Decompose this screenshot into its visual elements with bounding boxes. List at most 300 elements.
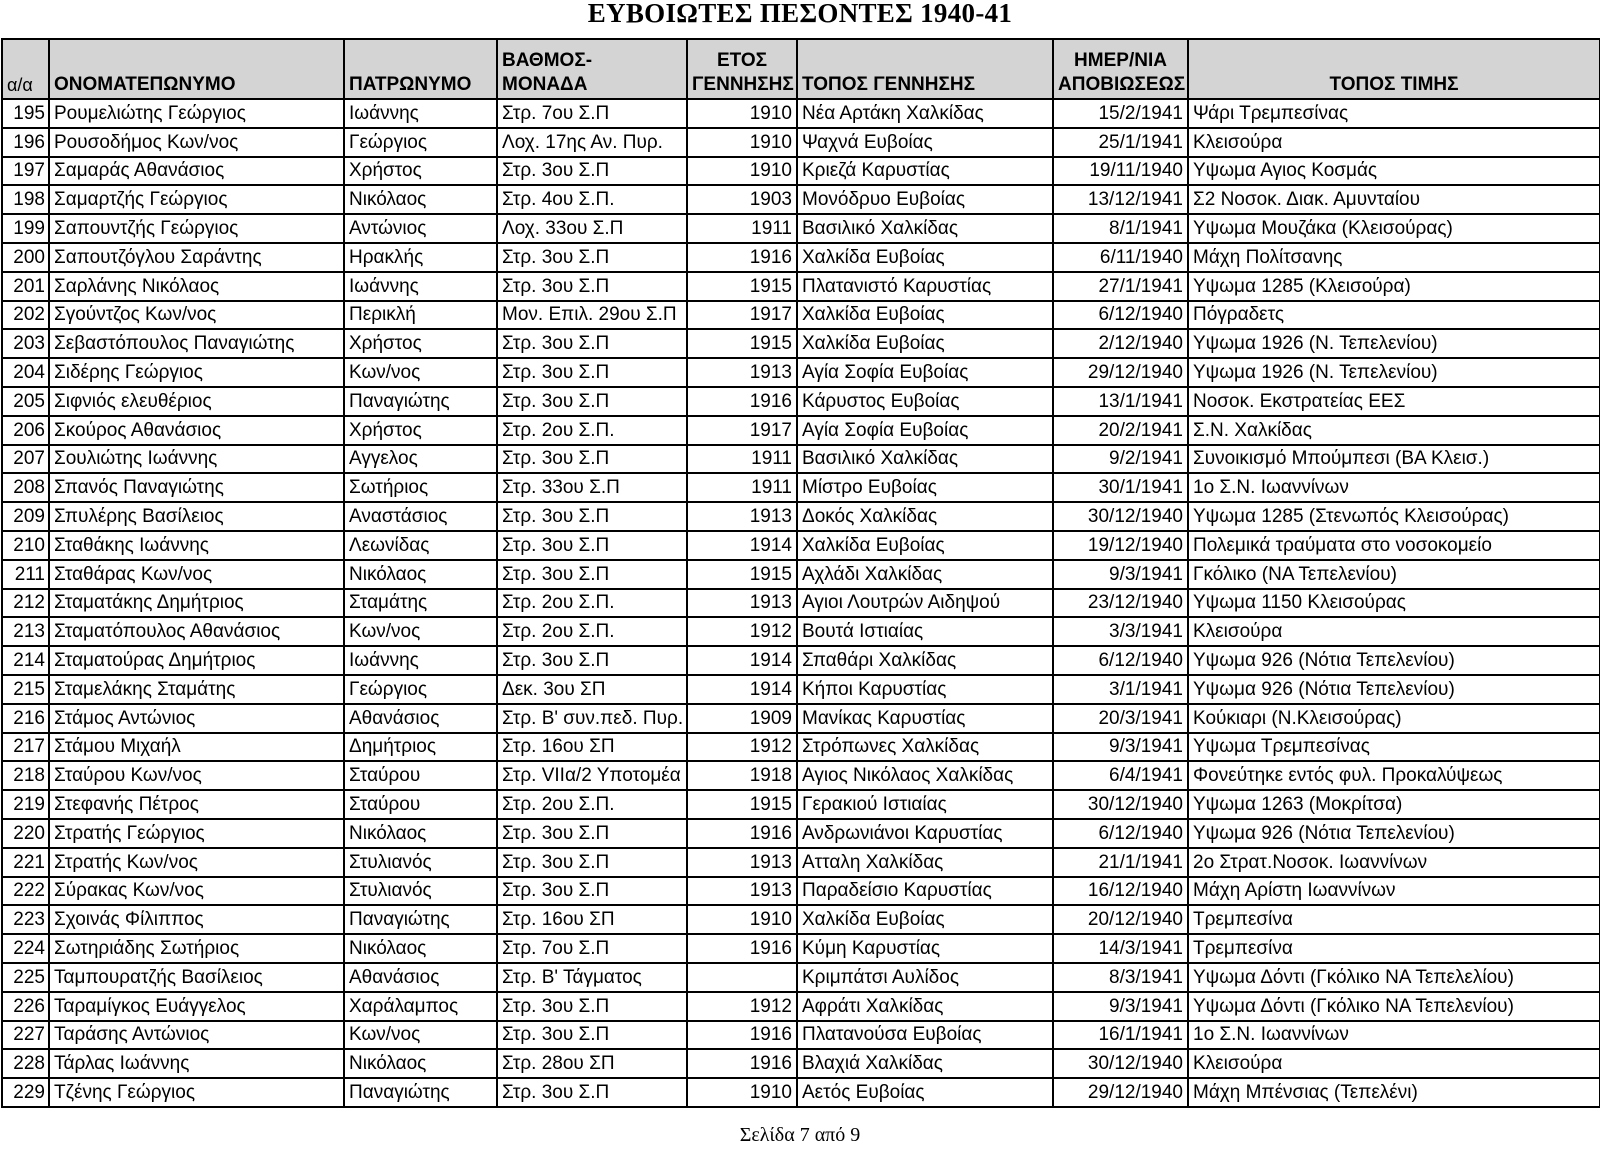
cell-name: Ταραμίγκος Ευάγγελος xyxy=(49,992,344,1021)
cell-birthplace: Μίστρο Ευβοίας xyxy=(797,473,1053,502)
table-row xyxy=(2,272,1600,301)
cell-birthplace: Μανίκας Καρυστίας xyxy=(797,704,1053,733)
cell-date: 13/12/1941 xyxy=(1053,185,1188,214)
cell-name: Σαπουντζής Γεώργιος xyxy=(49,214,344,243)
cell-date: 23/12/1940 xyxy=(1053,589,1188,618)
cell-year: 1916 xyxy=(687,1021,797,1050)
table-row xyxy=(2,675,1600,704)
cell-name: Σουλιώτης Ιωάννης xyxy=(49,445,344,474)
cell-death-place: Υψωμα Δόντι (Γκόλικο ΝΑ Τεπελελίου) xyxy=(1188,963,1600,992)
cell-father: Παναγιώτης xyxy=(344,1078,497,1107)
cell-name: Στάμος Αντώνιος xyxy=(49,704,344,733)
table-row xyxy=(2,848,1600,877)
cell-birthplace: Κριεζά Καρυστίας xyxy=(797,157,1053,186)
casualty-table xyxy=(1,38,1600,1108)
cell-death-place: Υψωμα Αγιος Κοσμάς xyxy=(1188,157,1600,186)
cell-name: Σταματούρας Δημήτριος xyxy=(49,646,344,675)
cell-date: 9/3/1941 xyxy=(1053,733,1188,762)
cell-father: Γεώργιος xyxy=(344,675,497,704)
cell-year: 1913 xyxy=(687,848,797,877)
cell-birthplace: Ατταλη Χαλκίδας xyxy=(797,848,1053,877)
cell-year: 1913 xyxy=(687,358,797,387)
table-row xyxy=(2,963,1600,992)
cell-birthplace: Γερακιού Ιστιαίας xyxy=(797,790,1053,819)
table-row xyxy=(2,646,1600,675)
cell-father: Αναστάσιος xyxy=(344,502,497,531)
cell-num: 221 xyxy=(2,848,49,877)
cell-death-place: Συνοικισμό Μπούμπεσι (ΒΑ Κλεισ.) xyxy=(1188,445,1600,474)
cell-death-place: Σ2 Νοσοκ. Διακ. Αμυνταίου xyxy=(1188,185,1600,214)
table-row xyxy=(2,329,1600,358)
cell-date: 30/12/1940 xyxy=(1053,502,1188,531)
cell-father: Σωτήριος xyxy=(344,473,497,502)
table-row xyxy=(2,531,1600,560)
cell-rank: Στρ. 3ου Σ.Π xyxy=(497,848,687,877)
cell-name: Στρατής Κων/νος xyxy=(49,848,344,877)
column-header-year xyxy=(687,39,797,99)
cell-year: 1918 xyxy=(687,761,797,790)
cell-father: Νικόλαος xyxy=(344,185,497,214)
cell-father: Δημήτριος xyxy=(344,733,497,762)
cell-birthplace: Κριμπάτσι Αυλίδος xyxy=(797,963,1053,992)
cell-death-place: Γκόλικο (ΝΑ Τεπελενίου) xyxy=(1188,560,1600,589)
cell-year: 1911 xyxy=(687,473,797,502)
table-row xyxy=(2,589,1600,618)
cell-num: 201 xyxy=(2,272,49,301)
cell-birthplace: Χαλκίδα Ευβοίας xyxy=(797,301,1053,330)
cell-num: 213 xyxy=(2,617,49,646)
cell-num: 223 xyxy=(2,905,49,934)
cell-death-place: Μάχη Μπένσιας (Τεπελένι) xyxy=(1188,1078,1600,1107)
cell-death-place: Κλεισούρα xyxy=(1188,1049,1600,1078)
cell-rank: Στρ. 3ου Σ.Π xyxy=(497,819,687,848)
cell-death-place: 1ο Σ.Ν. Ιωαννίνων xyxy=(1188,473,1600,502)
table-row xyxy=(2,157,1600,186)
cell-rank: Στρ. 3ου Σ.Π xyxy=(497,358,687,387)
cell-rank: Στρ. 3ου Σ.Π xyxy=(497,560,687,589)
cell-num: 225 xyxy=(2,963,49,992)
cell-date: 30/12/1940 xyxy=(1053,790,1188,819)
table-row xyxy=(2,99,1600,128)
cell-rank: Στρ. Β' Τάγματος xyxy=(497,963,687,992)
cell-num: 198 xyxy=(2,185,49,214)
cell-date: 29/12/1940 xyxy=(1053,358,1188,387)
cell-name: Σιφνιός ελευθέριος xyxy=(49,387,344,416)
cell-date: 29/12/1940 xyxy=(1053,1078,1188,1107)
cell-death-place: Υψωμα 1926 (Ν. Τεπελενίου) xyxy=(1188,358,1600,387)
cell-year: 1910 xyxy=(687,99,797,128)
cell-num: 209 xyxy=(2,502,49,531)
cell-birthplace: Χαλκίδα Ευβοίας xyxy=(797,243,1053,272)
cell-rank: Στρ. 3ου Σ.Π xyxy=(497,243,687,272)
cell-year: 1910 xyxy=(687,1078,797,1107)
cell-death-place: Πόγραδετς xyxy=(1188,301,1600,330)
cell-rank: Στρ. 3ου Σ.Π xyxy=(497,329,687,358)
cell-birthplace: Παραδείσιο Καρυστίας xyxy=(797,877,1053,906)
table-row xyxy=(2,185,1600,214)
cell-rank: Στρ. 2ου Σ.Π. xyxy=(497,589,687,618)
table-row xyxy=(2,560,1600,589)
cell-rank: Στρ. 2ου Σ.Π. xyxy=(497,790,687,819)
cell-death-place: 1ο Σ.Ν. Ιωαννίνων xyxy=(1188,1021,1600,1050)
cell-birthplace: Βλαχιά Χαλκίδας xyxy=(797,1049,1053,1078)
cell-year: 1912 xyxy=(687,992,797,1021)
cell-death-place: Φονεύτηκε εντός φυλ. Προκαλύψεως xyxy=(1188,761,1600,790)
table-row xyxy=(2,445,1600,474)
cell-num: 210 xyxy=(2,531,49,560)
cell-father: Αθανάσιος xyxy=(344,704,497,733)
cell-year: 1913 xyxy=(687,502,797,531)
table-row xyxy=(2,992,1600,1021)
column-header-father: ΠΑΤΡΩΝΥΜΟ xyxy=(344,39,497,99)
table-row xyxy=(2,473,1600,502)
cell-date: 19/12/1940 xyxy=(1053,531,1188,560)
cell-birthplace: Αετός Ευβοίας xyxy=(797,1078,1053,1107)
cell-num: 202 xyxy=(2,301,49,330)
table-row xyxy=(2,905,1600,934)
cell-rank: Στρ. VIIα/2 Υποτομέα xyxy=(497,761,687,790)
cell-date: 3/1/1941 xyxy=(1053,675,1188,704)
cell-year: 1917 xyxy=(687,416,797,445)
cell-date: 6/4/1941 xyxy=(1053,761,1188,790)
cell-father: Ιωάννης xyxy=(344,272,497,301)
cell-father: Σταύρου xyxy=(344,790,497,819)
cell-father: Νικόλαος xyxy=(344,1049,497,1078)
year-header-line-1: ΕΤΟΣ xyxy=(716,50,768,71)
cell-death-place: Μάχη Αρίστη Ιωαννίνων xyxy=(1188,877,1600,906)
cell-num: 212 xyxy=(2,589,49,618)
table-row xyxy=(2,733,1600,762)
cell-num: 229 xyxy=(2,1078,49,1107)
cell-date: 16/12/1940 xyxy=(1053,877,1188,906)
cell-death-place: Τρεμπεσίνα xyxy=(1188,934,1600,963)
cell-num: 214 xyxy=(2,646,49,675)
cell-date: 6/12/1940 xyxy=(1053,301,1188,330)
cell-name: Στρατής Γεώργιος xyxy=(49,819,344,848)
cell-name: Σκούρος Αθανάσιος xyxy=(49,416,344,445)
cell-date: 14/3/1941 xyxy=(1053,934,1188,963)
cell-death-place: Υψωμα Δόντι (Γκόλικο ΝΑ Τεπελενίου) xyxy=(1188,992,1600,1021)
cell-rank: Στρ. 3ου Σ.Π xyxy=(497,992,687,1021)
cell-rank: Στρ. 7ου Σ.Π xyxy=(497,934,687,963)
rank-header-line-1: ΒΑΘΜΟΣ- xyxy=(502,50,593,71)
cell-birthplace: Νέα Αρτάκη Χαλκίδας xyxy=(797,99,1053,128)
cell-father: Χρήστος xyxy=(344,329,497,358)
cell-year: 1910 xyxy=(687,128,797,157)
cell-date: 19/11/1940 xyxy=(1053,157,1188,186)
cell-num: 219 xyxy=(2,790,49,819)
cell-birthplace: Βουτά Ιστιαίας xyxy=(797,617,1053,646)
cell-year: 1916 xyxy=(687,387,797,416)
table-row xyxy=(2,301,1600,330)
table-row xyxy=(2,934,1600,963)
table-row xyxy=(2,387,1600,416)
cell-year: 1913 xyxy=(687,589,797,618)
cell-rank: Στρ. 16ου ΣΠ xyxy=(497,905,687,934)
header-row xyxy=(2,39,1600,99)
cell-num: 228 xyxy=(2,1049,49,1078)
cell-rank: Στρ. 3ου Σ.Π xyxy=(497,1078,687,1107)
cell-year: 1910 xyxy=(687,905,797,934)
cell-year xyxy=(687,963,797,992)
cell-num: 206 xyxy=(2,416,49,445)
cell-rank: Στρ. 3ου Σ.Π xyxy=(497,646,687,675)
cell-date: 30/12/1940 xyxy=(1053,1049,1188,1078)
cell-father: Νικόλαος xyxy=(344,819,497,848)
cell-birthplace: Κάρυστος Ευβοίας xyxy=(797,387,1053,416)
cell-father: Κων/νος xyxy=(344,358,497,387)
cell-num: 197 xyxy=(2,157,49,186)
column-header-rank xyxy=(497,39,687,99)
cell-father: Παναγιώτης xyxy=(344,387,497,416)
cell-birthplace: Στρόπωνες Χαλκίδας xyxy=(797,733,1053,762)
cell-num: 226 xyxy=(2,992,49,1021)
cell-death-place: Υψωμα 1263 (Μοκρίτσα) xyxy=(1188,790,1600,819)
cell-name: Σιδέρης Γεώργιος xyxy=(49,358,344,387)
cell-date: 8/3/1941 xyxy=(1053,963,1188,992)
cell-birthplace: Χαλκίδα Ευβοίας xyxy=(797,905,1053,934)
cell-name: Σχοινάς Φίλιππος xyxy=(49,905,344,934)
cell-death-place: Υψωμα Μουζάκα (Κλεισούρας) xyxy=(1188,214,1600,243)
cell-name: Στεφανής Πέτρος xyxy=(49,790,344,819)
cell-date: 25/1/1941 xyxy=(1053,128,1188,157)
cell-birthplace: Πλατανούσα Ευβοίας xyxy=(797,1021,1053,1050)
cell-name: Ταράσης Αντώνιος xyxy=(49,1021,344,1050)
cell-year: 1912 xyxy=(687,733,797,762)
cell-death-place: Υψωμα 1926 (Ν. Τεπελενίου) xyxy=(1188,329,1600,358)
cell-rank: Στρ. 3ου Σ.Π xyxy=(497,157,687,186)
cell-year: 1916 xyxy=(687,934,797,963)
cell-death-place: Υψωμα 926 (Νότια Τεπελενίου) xyxy=(1188,646,1600,675)
cell-birthplace: Μονόδρυο Ευβοίας xyxy=(797,185,1053,214)
cell-num: 195 xyxy=(2,99,49,128)
cell-rank: Στρ. 3ου Σ.Π xyxy=(497,877,687,906)
cell-rank: Στρ. 3ου Σ.Π xyxy=(497,272,687,301)
cell-date: 6/11/1940 xyxy=(1053,243,1188,272)
cell-year: 1914 xyxy=(687,675,797,704)
cell-name: Σπυλέρης Βασίλειος xyxy=(49,502,344,531)
cell-death-place: Κλεισούρα xyxy=(1188,128,1600,157)
table-row xyxy=(2,1049,1600,1078)
cell-num: 204 xyxy=(2,358,49,387)
cell-name: Ταμπουρατζής Βασίλειος xyxy=(49,963,344,992)
cell-date: 13/1/1941 xyxy=(1053,387,1188,416)
cell-name: Σαρλάνης Νικόλαος xyxy=(49,272,344,301)
table-row xyxy=(2,358,1600,387)
cell-date: 6/12/1940 xyxy=(1053,819,1188,848)
table-row xyxy=(2,214,1600,243)
cell-name: Σεβαστόπουλος Παναγιώτης xyxy=(49,329,344,358)
cell-father: Σταμάτης xyxy=(344,589,497,618)
cell-name: Σαμαράς Αθανάσιος xyxy=(49,157,344,186)
cell-rank: Μον. Επιλ. 29ου Σ.Π xyxy=(497,301,687,330)
cell-death-place: Κούκιαρι (Ν.Κλεισούρας) xyxy=(1188,704,1600,733)
cell-death-place: Σ.Ν. Χαλκίδας xyxy=(1188,416,1600,445)
cell-death-place: Υψωμα 1285 (Κλεισούρα) xyxy=(1188,272,1600,301)
cell-name: Σταθάρας Κων/νος xyxy=(49,560,344,589)
cell-birthplace: Σπαθάρι Χαλκίδας xyxy=(797,646,1053,675)
cell-num: 205 xyxy=(2,387,49,416)
cell-father: Νικόλαος xyxy=(344,560,497,589)
cell-date: 21/1/1941 xyxy=(1053,848,1188,877)
cell-name: Ρουμελιώτης Γεώργιος xyxy=(49,99,344,128)
cell-num: 200 xyxy=(2,243,49,272)
cell-date: 3/3/1941 xyxy=(1053,617,1188,646)
cell-rank: Στρ. Β' συν.πεδ. Πυρ. xyxy=(497,704,687,733)
table-row xyxy=(2,243,1600,272)
cell-death-place: Υψωμα 1150 Κλεισούρας xyxy=(1188,589,1600,618)
cell-year: 1910 xyxy=(687,157,797,186)
cell-name: Σωτηριάδης Σωτήριος xyxy=(49,934,344,963)
cell-birthplace: Κήποι Καρυστίας xyxy=(797,675,1053,704)
cell-death-place: Υψωμα 926 (Νότια Τεπελενίου) xyxy=(1188,675,1600,704)
cell-father: Γεώργιος xyxy=(344,128,497,157)
cell-num: 222 xyxy=(2,877,49,906)
cell-year: 1914 xyxy=(687,531,797,560)
cell-year: 1913 xyxy=(687,877,797,906)
cell-num: 220 xyxy=(2,819,49,848)
cell-birthplace: Αγιος Νικόλαος Χαλκίδας xyxy=(797,761,1053,790)
cell-num: 196 xyxy=(2,128,49,157)
cell-death-place: Πολεμικά τραύματα στο νοσοκομείο xyxy=(1188,531,1600,560)
cell-rank: Δεκ. 3ου ΣΠ xyxy=(497,675,687,704)
cell-father: Λεωνίδας xyxy=(344,531,497,560)
table-body xyxy=(2,99,1600,1107)
cell-date: 16/1/1941 xyxy=(1053,1021,1188,1050)
cell-date: 30/1/1941 xyxy=(1053,473,1188,502)
cell-birthplace: Αγία Σοφία Ευβοίας xyxy=(797,416,1053,445)
cell-father: Αθανάσιος xyxy=(344,963,497,992)
page-title: ΕΥΒΟΙΩΤΕΣ ΠΕΣΟΝΤΕΣ 1940-41 xyxy=(587,0,1013,28)
cell-date: 9/2/1941 xyxy=(1053,445,1188,474)
cell-death-place: 2ο Στρατ.Νοσοκ. Ιωαννίνων xyxy=(1188,848,1600,877)
cell-num: 207 xyxy=(2,445,49,474)
cell-date: 20/3/1941 xyxy=(1053,704,1188,733)
cell-birthplace: Δοκός Χαλκίδας xyxy=(797,502,1053,531)
cell-death-place: Ψάρι Τρεμπεσίνας xyxy=(1188,99,1600,128)
cell-name: Σαμαρτζής Γεώργιος xyxy=(49,185,344,214)
column-header-birthplace: ΤΟΠΟΣ ΓΕΝΝΗΣΗΣ xyxy=(797,39,1053,99)
cell-father: Σταύρου xyxy=(344,761,497,790)
table-row xyxy=(2,877,1600,906)
cell-year: 1914 xyxy=(687,646,797,675)
column-header-num: α/α xyxy=(2,39,49,99)
cell-birthplace: Ανδρωνιάνοι Καρυστίας xyxy=(797,819,1053,848)
cell-father: Νικόλαος xyxy=(344,934,497,963)
cell-birthplace: Αχλάδι Χαλκίδας xyxy=(797,560,1053,589)
cell-rank: Στρ. 3ου Σ.Π xyxy=(497,1021,687,1050)
cell-year: 1911 xyxy=(687,214,797,243)
date-header-line-2: ΑΠΟΒΙΩΣΕΩΣ xyxy=(1058,74,1186,95)
cell-birthplace: Χαλκίδα Ευβοίας xyxy=(797,531,1053,560)
table-row xyxy=(2,761,1600,790)
cell-death-place: Τρεμπεσίνα xyxy=(1188,905,1600,934)
cell-num: 208 xyxy=(2,473,49,502)
cell-name: Τάρλας Ιωάννης xyxy=(49,1049,344,1078)
cell-father: Παναγιώτης xyxy=(344,905,497,934)
cell-father: Χαράλαμπος xyxy=(344,992,497,1021)
cell-date: 15/2/1941 xyxy=(1053,99,1188,128)
cell-date: 20/12/1940 xyxy=(1053,905,1188,934)
cell-birthplace: Αγιοι Λουτρών Αιδηψού xyxy=(797,589,1053,618)
cell-num: 218 xyxy=(2,761,49,790)
cell-year: 1915 xyxy=(687,790,797,819)
cell-death-place: Υψωμα 926 (Νότια Τεπελενίου) xyxy=(1188,819,1600,848)
cell-num: 216 xyxy=(2,704,49,733)
cell-name: Σαπουτζόγλου Σαράντης xyxy=(49,243,344,272)
cell-father: Στυλιανός xyxy=(344,848,497,877)
cell-rank: Στρ. 2ου Σ.Π. xyxy=(497,617,687,646)
cell-death-place: Νοσοκ. Εκστρατείας ΕΕΣ xyxy=(1188,387,1600,416)
cell-name: Σπανός Παναγιώτης xyxy=(49,473,344,502)
cell-rank: Στρ. 16ου ΣΠ xyxy=(497,733,687,762)
table-row xyxy=(2,790,1600,819)
cell-father: Ιωάννης xyxy=(344,646,497,675)
cell-num: 224 xyxy=(2,934,49,963)
cell-father: Ηρακλής xyxy=(344,243,497,272)
cell-num: 217 xyxy=(2,733,49,762)
table-row xyxy=(2,128,1600,157)
column-header-date xyxy=(1053,39,1188,99)
cell-rank: Στρ. 3ου Σ.Π xyxy=(497,387,687,416)
cell-rank: Στρ. 33ου Σ.Π xyxy=(497,473,687,502)
cell-num: 211 xyxy=(2,560,49,589)
cell-name: Σταύρου Κων/νος xyxy=(49,761,344,790)
cell-death-place: Υψωμα 1285 (Στενωπός Κλεισούρας) xyxy=(1188,502,1600,531)
cell-year: 1916 xyxy=(687,819,797,848)
cell-rank: Στρ. 3ου Σ.Π xyxy=(497,502,687,531)
cell-birthplace: Βασιλικό Χαλκίδας xyxy=(797,445,1053,474)
cell-date: 27/1/1941 xyxy=(1053,272,1188,301)
cell-name: Στάμου Μιχαήλ xyxy=(49,733,344,762)
cell-rank: Στρ. 4ου Σ.Π. xyxy=(497,185,687,214)
date-header-line-1: ΗΜΕΡ/ΝΙΑ xyxy=(1074,50,1167,71)
cell-name: Σταμελάκης Σταμάτης xyxy=(49,675,344,704)
cell-year: 1916 xyxy=(687,243,797,272)
cell-birthplace: Χαλκίδα Ευβοίας xyxy=(797,329,1053,358)
rank-header-line-2: ΜΟΝΑΔΑ xyxy=(502,74,588,95)
cell-year: 1909 xyxy=(687,704,797,733)
cell-date: 2/12/1940 xyxy=(1053,329,1188,358)
cell-date: 6/12/1940 xyxy=(1053,646,1188,675)
cell-date: 8/1/1941 xyxy=(1053,214,1188,243)
column-header-death-place: ΤΟΠΟΣ ΤΙΜΗΣ xyxy=(1188,39,1600,99)
cell-rank: Στρ. 3ου Σ.Π xyxy=(497,445,687,474)
cell-rank: Λοχ. 33ου Σ.Π xyxy=(497,214,687,243)
cell-name: Σταθάκης Ιωάννης xyxy=(49,531,344,560)
cell-death-place: Υψωμα Τρεμπεσίνας xyxy=(1188,733,1600,762)
year-header-line-2: ΓΕΝΝΗΣΗΣ xyxy=(692,74,794,95)
cell-name: Τζένης Γεώργιος xyxy=(49,1078,344,1107)
cell-date: 9/3/1941 xyxy=(1053,992,1188,1021)
cell-father: Στυλιανός xyxy=(344,877,497,906)
cell-name: Σγούντζος Κων/νος xyxy=(49,301,344,330)
cell-num: 215 xyxy=(2,675,49,704)
cell-year: 1916 xyxy=(687,1049,797,1078)
cell-birthplace: Βασιλικό Χαλκίδας xyxy=(797,214,1053,243)
cell-year: 1903 xyxy=(687,185,797,214)
cell-num: 227 xyxy=(2,1021,49,1050)
cell-num: 203 xyxy=(2,329,49,358)
cell-rank: Στρ. 28ου ΣΠ xyxy=(497,1049,687,1078)
cell-year: 1915 xyxy=(687,329,797,358)
cell-name: Σύρακας Κων/νος xyxy=(49,877,344,906)
cell-rank: Στρ. 3ου Σ.Π xyxy=(497,531,687,560)
cell-rank: Λοχ. 17ης Αν. Πυρ. xyxy=(497,128,687,157)
cell-year: 1917 xyxy=(687,301,797,330)
table-row xyxy=(2,1078,1600,1107)
cell-name: Ρουσοδήμος Κων/νος xyxy=(49,128,344,157)
